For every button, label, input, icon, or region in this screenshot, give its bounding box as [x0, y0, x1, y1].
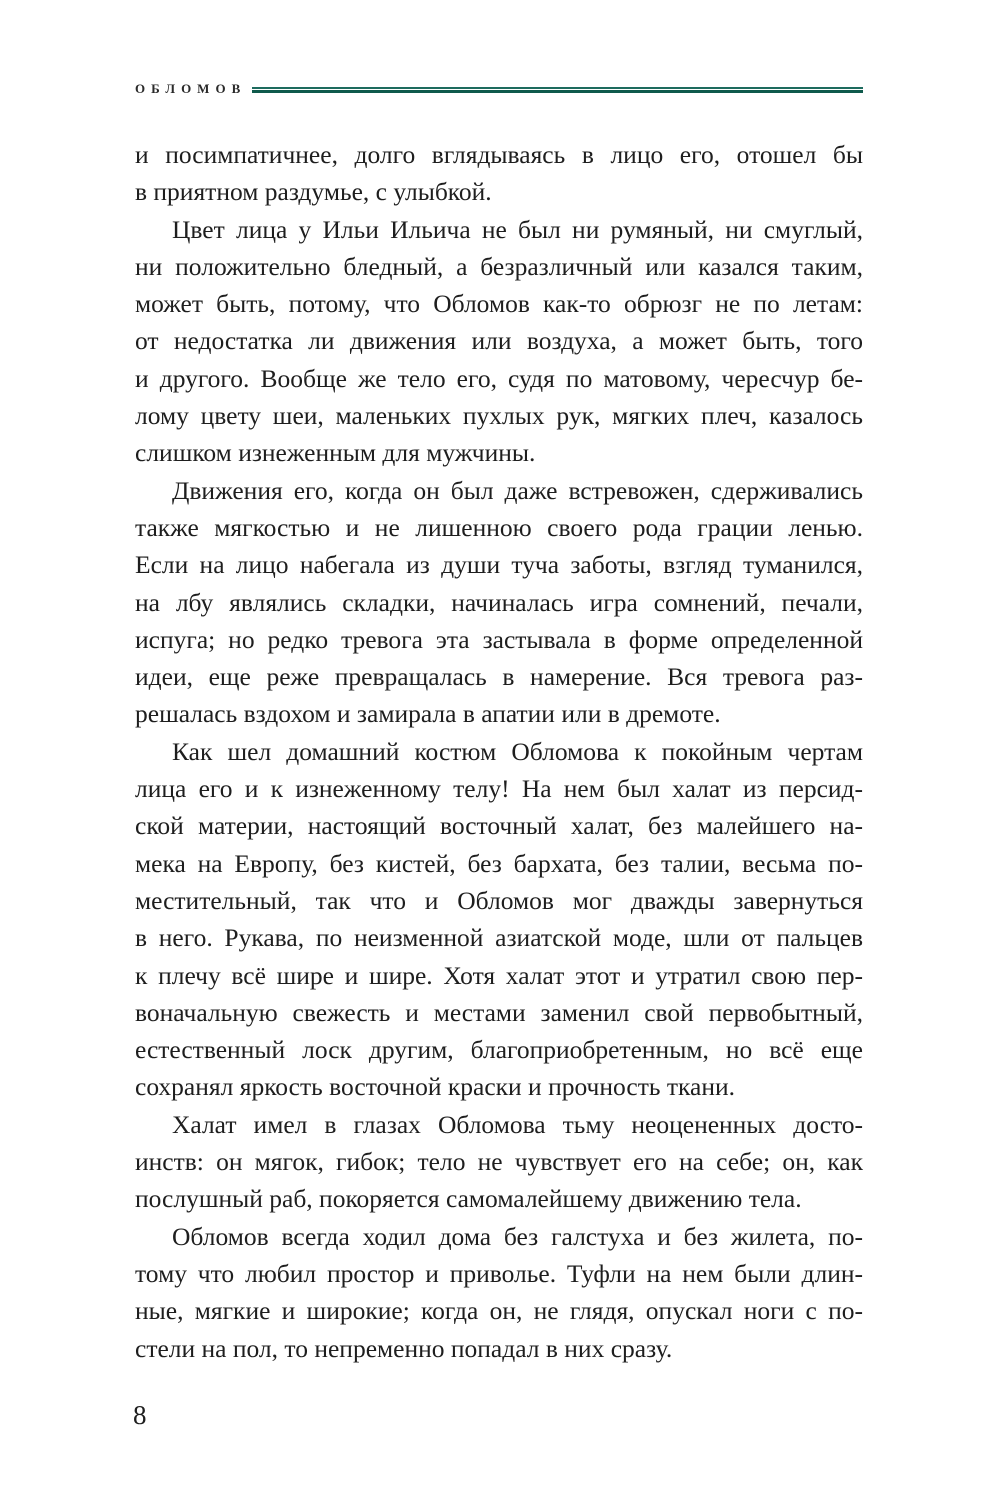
- paragraph: [135, 211, 863, 472]
- text-line: Халат имел в глазах Обломова тьму неоцененных досто-: [172, 1109, 863, 1139]
- text-line: решалась вздохом и замирала в апатии или в дремоте.: [135, 699, 721, 729]
- text-line: стели на пол, то непременно попадал в них сразу.: [135, 1333, 673, 1363]
- paragraph: [135, 1106, 863, 1218]
- text-line: Цвет лица у Ильи Ильича не был ни румяный, ни смуглый,: [172, 214, 863, 244]
- text-line: слишком изнеженным для мужчины.: [135, 438, 536, 468]
- text-line: и другого. Вообще же тело его, судя по матовому, чересчур бе-: [135, 363, 863, 393]
- text-line: и посимпатичнее, долго вглядываясь в лицо его, отошел бы: [135, 140, 863, 169]
- text-line: естественный лоск другим, благоприобретенным, но всё еще: [135, 1035, 863, 1065]
- text-line: сохранял яркость восточной краски и прочность ткани.: [135, 1072, 736, 1102]
- page-number: 8: [133, 1400, 147, 1430]
- text-line: лому цвету шеи, маленьких пухлых рук, мягких плеч, казалось: [135, 401, 863, 431]
- text-line: от недостатка ли движения или воздуха, а может быть, того: [135, 326, 863, 356]
- text-line: в приятном раздумье, с улыбкой.: [135, 177, 492, 207]
- text-line: лица его и к изнеженному телу! На нем был халат из персид-: [135, 774, 863, 804]
- text-line: послушный раб, покоряется самомалейшему движению тела.: [135, 1184, 802, 1214]
- text-line: на лбу являлись складки, начиналась игра сомнений, печали,: [135, 587, 863, 617]
- text-line: может быть, потому, что Обломов как-то обрюзг не по летам:: [135, 289, 863, 319]
- paragraph: [135, 472, 863, 733]
- paragraph: [135, 1218, 863, 1367]
- running-header-title: ОБЛОМОВ: [135, 81, 247, 96]
- text-line: в него. Рукава, по неизменной азиатской моде, шли от пальцев: [135, 923, 863, 953]
- running-header: [135, 78, 863, 100]
- text-line: ской материи, настоящий восточный халат, без малейшего на-: [135, 811, 863, 841]
- body-text: [135, 136, 863, 1367]
- text-line: мека на Европу, без кистей, без бархата, без талии, весьма по-: [135, 848, 863, 878]
- text-line: ные, мягкие и широкие; когда он, не глядя, опускал ноги с по-: [135, 1296, 863, 1326]
- text-line: Если на лицо набегала из души туча заботы, взгляд туманился,: [135, 550, 863, 580]
- text-line: воначальную свежесть и местами заменил свой первобытный,: [135, 997, 863, 1027]
- text-line: тому что любил простор и приволье. Туфли на нем были длин-: [135, 1258, 863, 1288]
- paragraph: [135, 136, 863, 211]
- text-line: к плечу всё шире и шире. Хотя халат этот и утратил свою пер-: [135, 960, 863, 990]
- text-line: Движения его, когда он был даже встревожен, сдерживались: [172, 475, 863, 505]
- header-rule-divider: [252, 87, 863, 93]
- text-line: идеи, еще реже превращалась в намерение. Вся тревога раз-: [135, 662, 863, 692]
- text-line: также мягкостью и не лишенною своего рода грации ленью.: [135, 512, 863, 542]
- text-line: инств: он мягок, гибок; тело не чувствует его на себе; он, как: [135, 1147, 863, 1177]
- text-line: ни положительно бледный, а безразличный или казался таким,: [135, 251, 863, 281]
- text-line: испуга; но редко тревога эта застывала в форме определенной: [135, 624, 863, 654]
- text-line: местительный, так что и Обломов мог дважды завернуться: [135, 885, 863, 915]
- text-line: Как шел домашний костюм Обломова к покойным чертам: [172, 736, 863, 766]
- text-line: Обломов всегда ходил дома без галстуха и без жилета, по-: [172, 1221, 863, 1251]
- paragraph: [135, 733, 863, 1106]
